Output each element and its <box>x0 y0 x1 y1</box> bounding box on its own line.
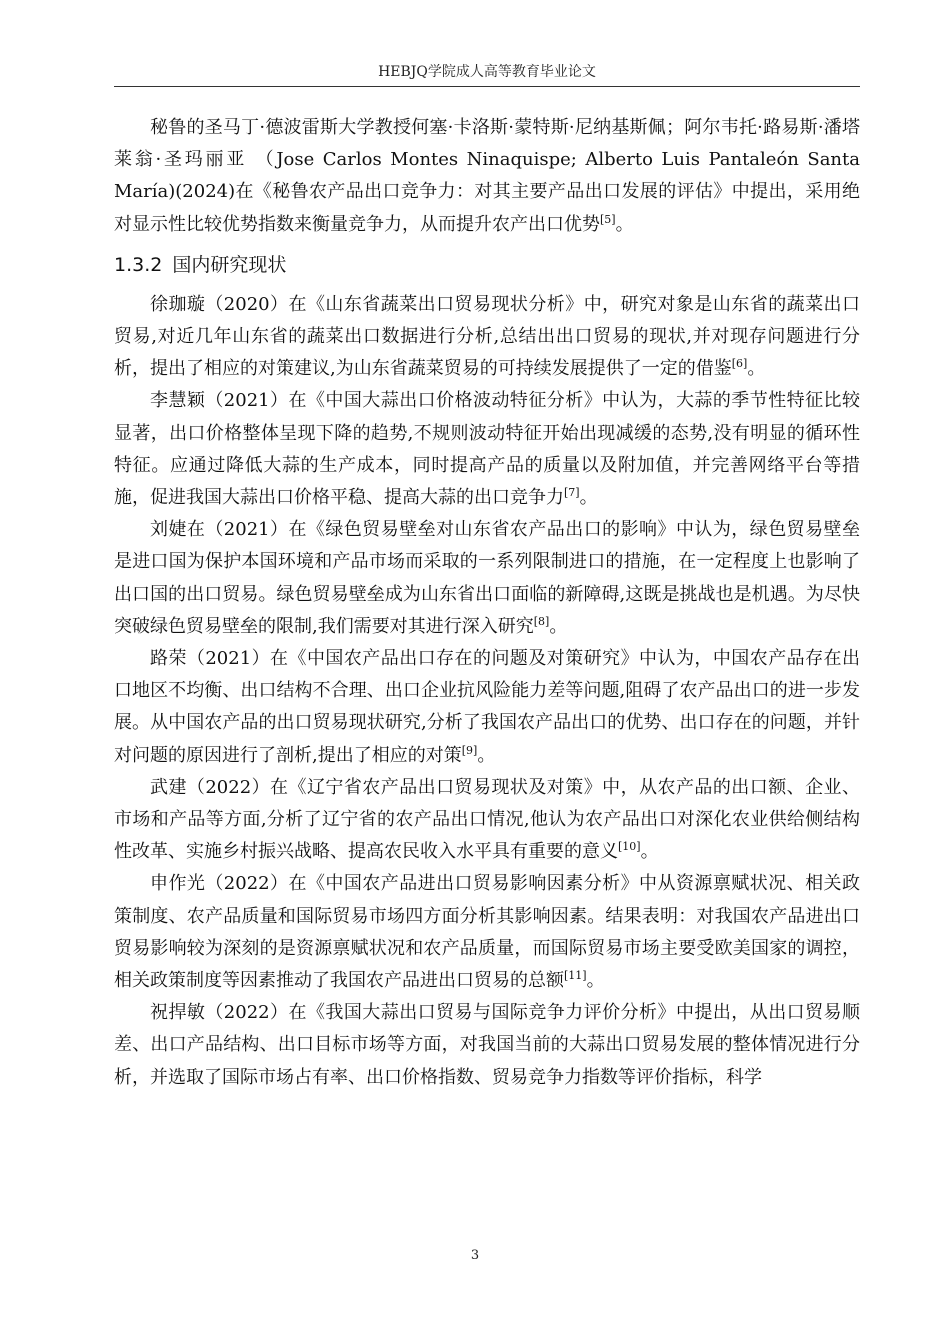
section-title: 国内研究现状 <box>172 253 287 276</box>
paragraph: 申作光（2022）在《中国农产品进出口贸易影响因素分析》中从资源禀赋状况、相关政策制度、农产品质量和国际贸易市场四方面分析其影响因素。结果表明：对我国农产品进出口贸易影响较为深刻的是资源禀赋状况和农产品质量，而国际贸易市场主要受欧美国家的调控，相关政策制度等因素推动了我国农产品进出口贸易的总额[11]。 <box>114 873 860 992</box>
paragraph-foreign-research: 秘鲁的圣马丁·德波雷斯大学教授何塞·卡洛斯·蒙特斯·尼纳基斯佩；阿尔韦托·路易斯·潘塔莱翁·圣玛丽亚 （Jose Carlos Montes Ninaquispe; Alberto Luis Pantaleón Santa María)(2024)在《秘鲁农产品出口竞争力：对其主要产品出口发展的评估》中提出，采用绝对显示性比较优势指数来衡量竞争力，从而提升农产出口优势[5]。 <box>114 117 860 235</box>
page-number: 3 <box>470 1248 480 1263</box>
header-rule <box>114 86 860 87</box>
paragraph: 刘婕在（2021）在《绿色贸易壁垒对山东省农产品出口的影响》中认为，绿色贸易壁垒是进口国为保护本国环境和产品市场而采取的一系列限制进口的措施，在一定程度上也影响了出口国的出口贸易。绿色贸易壁垒成为山东省出口面临的新障碍,这既是挑战也是机遇。为尽快突破绿色贸易壁垒的限制,我们需要对其进行深入研究[8]。 <box>114 519 860 637</box>
paragraph: 徐珈璇（2020）在《山东省蔬菜出口贸易现状分析》中，研究对象是山东省的蔬菜出口贸易,对近几年山东省的蔬菜出口数据进行分析,总结出出口贸易的现状,并对现存问题进行分析，提出了相应的对策建议,为山东省蔬菜贸易的可持续发展提供了一定的借鉴[6]。 <box>114 293 860 380</box>
citation-ref: [8] <box>533 614 550 628</box>
citation-ref: [5] <box>600 212 616 226</box>
paragraph: 祝捍敏（2022）在《我国大蒜出口贸易与国际竞争力评价分析》中提出，从出口贸易顺差、出口产品结构、出口目标市场等方面，对我国当前的大蒜出口贸易发展的整体情况进行分析，并选取了国际市场占有率、出口价格指数、贸易竞争力指数等评价指标，科学 <box>114 1002 860 1088</box>
citation-ref: [7] <box>564 486 580 500</box>
paragraph: 李慧颖（2021）在《中国大蒜出口价格波动特征分析》中认为，大蒜的季节性特征比较显著，出口价格整体呈现下降的趋势,不规则波动特征开始出现减缓的态势,没有明显的循环性特征。应通过降低大蒜的生产成本，同时提高产品的质量以及附加值，并完善网络平台等措施，促进我国大蒜出口价格平稳、提高大蒜的出口竞争力[7]。 <box>114 390 860 509</box>
citation-ref: [9] <box>461 743 478 757</box>
citation-ref: [10] <box>618 840 641 854</box>
section-number: 1.3.2 <box>114 253 163 276</box>
section-heading <box>114 245 860 289</box>
page-body <box>114 112 860 1094</box>
paragraph: 武建（2022）在《辽宁省农产品出口贸易现状及对策》中，从农产品的出口额、企业、市场和产品等方面,分析了辽宁省的农产品出口情况,他认为农产品出口对深化农业供给侧结构性改革、实施乡村振兴战略、提高农民收入水平具有重要的意义[10]。 <box>114 776 860 863</box>
paragraph: 路荣（2021）在《中国农产品出口存在的问题及对策研究》中认为，中国农产品存在出口地区不均衡、出口结构不合理、出口企业抗风险能力差等问题,阻碍了农产品出口的进一步发展。从中国农产品的出口贸易现状研究,分析了我国农产品出口的优势、出口存在的问题，并针对问题的原因进行了剖析,提出了相应的对策[9]。 <box>114 648 860 766</box>
citation-ref: [11] <box>564 969 587 983</box>
page-header: HEBJQ学院成人高等教育毕业论文 <box>378 64 596 80</box>
citation-ref: [6] <box>731 357 748 371</box>
